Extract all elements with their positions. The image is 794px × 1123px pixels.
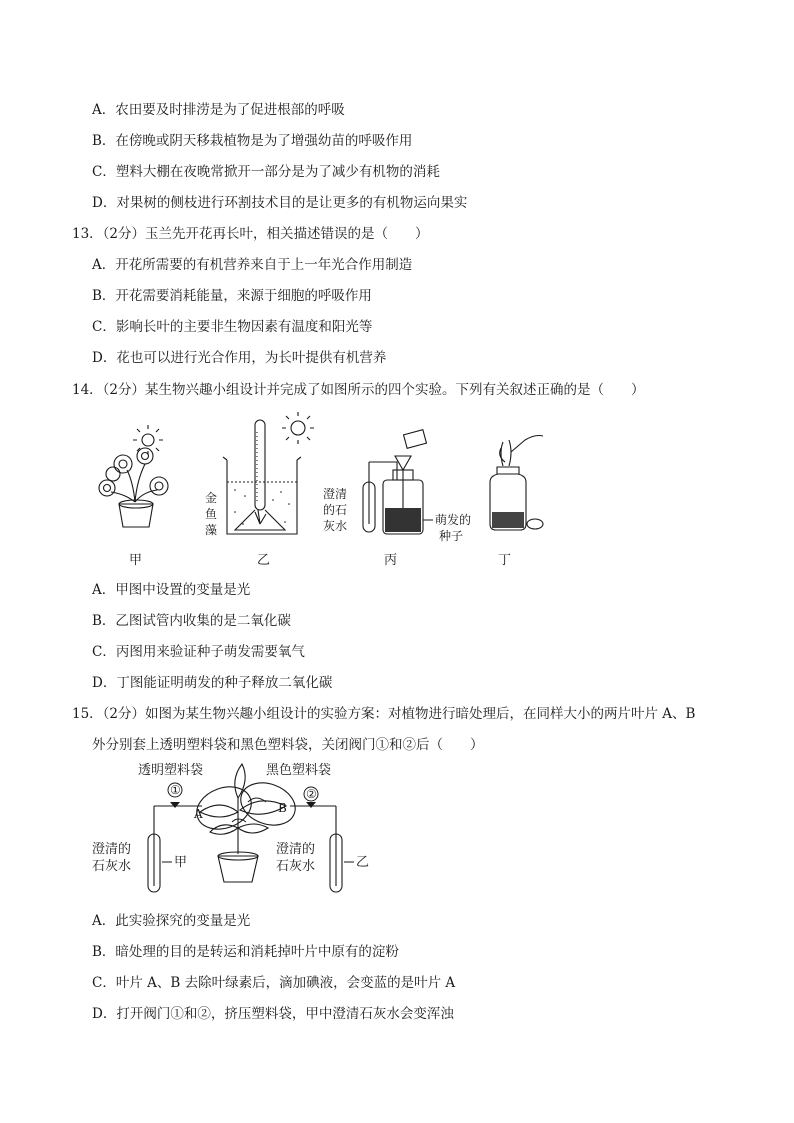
q13-stem: 13．（2分）玉兰先开花再长叶，相关描述错误的是（ ） xyxy=(72,226,429,242)
leaf-top xyxy=(235,764,245,798)
label-tube-jia: 甲 xyxy=(174,855,188,870)
label-limewater-right-1: 澄清的 xyxy=(276,842,316,857)
label-shihuishui-3: 灰水 xyxy=(323,519,348,533)
q13-option-b: B．开花需要消耗能量，来源于细胞的呼吸作用 xyxy=(92,288,372,304)
label-mengfa-1: 萌发的 xyxy=(435,513,472,527)
q14-option-c: C．丙图用来验证种子萌发需要氧气 xyxy=(92,644,305,660)
q13-option-c: C．影响长叶的主要非生物因素有温度和阳光等 xyxy=(92,319,373,335)
caption-bing: 丙 xyxy=(384,553,398,568)
label-leaf-b: B xyxy=(278,801,287,815)
q14-option-a: A．甲图中设置的变量是光 xyxy=(92,582,251,598)
q15-option-c: C．叶片 A、B 去除叶绿素后，滴加碘液，会变蓝的是叶片 A xyxy=(92,975,456,991)
label-jinyuzao-2: 鱼 xyxy=(205,507,218,521)
label-limewater-left-1: 澄清的 xyxy=(92,842,132,857)
figure-yi-beaker xyxy=(223,412,314,534)
q14-option-d: D．丁图能证明萌发的种子释放二氧化碳 xyxy=(92,675,333,691)
q12-option-a: A．农田要及时排涝是为了促进根部的呼吸 xyxy=(92,102,345,118)
caption-jia: 甲 xyxy=(129,553,143,568)
caption-ding: 丁 xyxy=(498,553,512,568)
valve-1-icon xyxy=(170,802,180,808)
label-mengfa-2: 种子 xyxy=(439,529,464,543)
label-limewater-left-2: 石灰水 xyxy=(92,859,132,874)
q14-figure xyxy=(85,412,555,572)
figure-jia-plant xyxy=(99,425,168,527)
label-valve-2: ② xyxy=(306,787,317,801)
q15-option-d: D．打开阀门①和②，挤压塑料袋，甲中澄清石灰水会变浑浊 xyxy=(92,1006,454,1022)
q13-option-d: D．花也可以进行光合作用，为长叶提供有机营养 xyxy=(92,350,387,366)
q12-option-c: C．塑料大棚在夜晚常掀开一部分是为了减少有机物的消耗 xyxy=(92,164,440,180)
leaf-a xyxy=(200,805,238,817)
q15-option-a: A．此实验探究的变量是光 xyxy=(92,913,251,929)
label-leaf-a: A xyxy=(194,807,203,821)
q14-stem: 14．（2分）某生物兴趣小组设计并完成了如图所示的四个实验。下列有关叙述正确的是（ ） xyxy=(72,382,645,398)
q14-option-b: B．乙图试管内收集的是二氧化碳 xyxy=(92,613,291,629)
label-bag-black: 黑色塑料袋 xyxy=(266,763,332,778)
label-tube-yi: 乙 xyxy=(356,855,370,870)
q15-option-b: B．暗处理的目的是转运和消耗掉叶片中原有的淀粉 xyxy=(92,944,399,960)
q12-option-b: B．在傍晚或阴天移栽植物是为了增强幼苗的呼吸作用 xyxy=(92,133,413,149)
caption-yi: 乙 xyxy=(257,553,271,568)
label-limewater-right-2: 石灰水 xyxy=(276,859,316,874)
q12-option-d: D．对果树的侧枝进行环割技术目的是让更多的有机物运向果实 xyxy=(92,195,468,211)
label-shihuishui-2: 的石 xyxy=(323,503,348,517)
label-shihuishui-1: 澄清 xyxy=(323,487,348,501)
seeds-in-jar xyxy=(492,512,524,528)
q13-option-a: A．开花所需要的有机营养来自于上一年光合作用制造 xyxy=(92,257,413,273)
seeds-in-bottle xyxy=(385,508,421,532)
q15-stem-line2: 外分别套上透明塑料袋和黑色塑料袋，关闭阀门①和②后（ ） xyxy=(92,737,484,753)
label-jinyuzao-3: 藻 xyxy=(205,523,218,537)
valve-2-icon xyxy=(306,802,316,808)
label-jinyuzao-1: 金 xyxy=(205,491,218,505)
label-valve-1: ① xyxy=(170,783,181,797)
q15-figure xyxy=(90,758,390,903)
q15-stem-line1: 15．（2分）如图为某生物兴趣小组设计的实验方案：对植物进行暗处理后，在同样大小的两片叶片 A、B xyxy=(72,706,696,722)
label-bag-clear: 透明塑料袋 xyxy=(138,763,204,778)
